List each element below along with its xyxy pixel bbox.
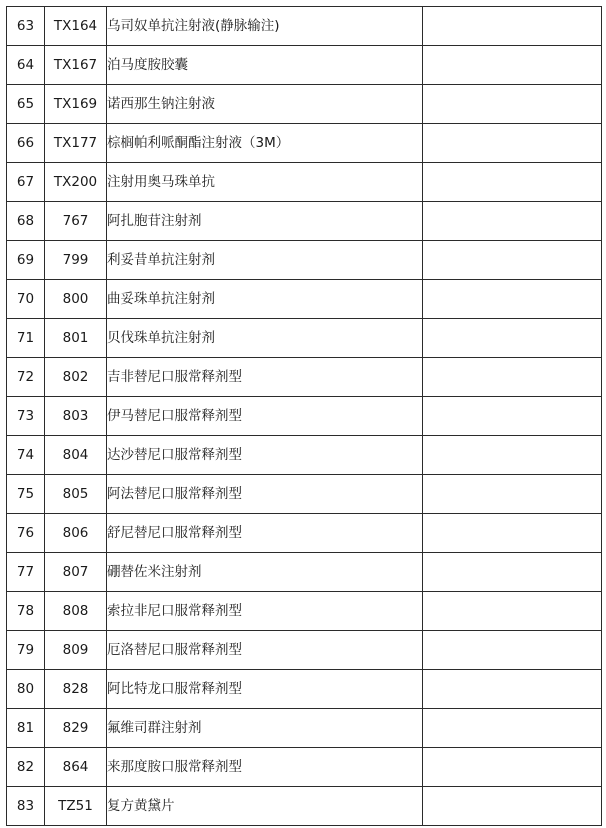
row-index-cell: 67 <box>7 163 45 202</box>
table-row <box>7 514 602 553</box>
drug-code-cell: TX164 <box>45 7 107 46</box>
drug-code-cell: 864 <box>45 748 107 787</box>
note-cell <box>423 202 602 241</box>
drug-code-cell: 802 <box>45 358 107 397</box>
note-cell <box>423 397 602 436</box>
note-cell <box>423 241 602 280</box>
note-cell <box>423 670 602 709</box>
drug-name-cell: 利妥昔单抗注射剂 <box>107 241 423 280</box>
row-index-cell: 79 <box>7 631 45 670</box>
table-body <box>7 7 602 826</box>
note-cell <box>423 787 602 826</box>
note-cell <box>423 85 602 124</box>
drug-code-cell: 799 <box>45 241 107 280</box>
drug-code-cell: 767 <box>45 202 107 241</box>
table-row <box>7 319 602 358</box>
table-row <box>7 163 602 202</box>
row-index-cell: 64 <box>7 46 45 85</box>
drug-name-cell: 吉非替尼口服常释剂型 <box>107 358 423 397</box>
row-index-cell: 63 <box>7 7 45 46</box>
row-index-cell: 71 <box>7 319 45 358</box>
table-row <box>7 85 602 124</box>
table-row <box>7 436 602 475</box>
table-row <box>7 709 602 748</box>
table-row <box>7 553 602 592</box>
table-row <box>7 46 602 85</box>
note-cell <box>423 553 602 592</box>
note-cell <box>423 514 602 553</box>
note-cell <box>423 709 602 748</box>
drug-list-table <box>6 6 602 826</box>
note-cell <box>423 592 602 631</box>
row-index-cell: 78 <box>7 592 45 631</box>
table-row <box>7 787 602 826</box>
note-cell <box>423 475 602 514</box>
row-index-cell: 74 <box>7 436 45 475</box>
drug-name-cell: 乌司奴单抗注射液(静脉输注) <box>107 7 423 46</box>
row-index-cell: 68 <box>7 202 45 241</box>
drug-name-cell: 棕榈帕利哌酮酯注射液（3M） <box>107 124 423 163</box>
drug-name-cell: 注射用奥马珠单抗 <box>107 163 423 202</box>
note-cell <box>423 280 602 319</box>
table-row <box>7 748 602 787</box>
table-row <box>7 670 602 709</box>
row-index-cell: 73 <box>7 397 45 436</box>
row-index-cell: 70 <box>7 280 45 319</box>
drug-name-cell: 厄洛替尼口服常释剂型 <box>107 631 423 670</box>
row-index-cell: 80 <box>7 670 45 709</box>
note-cell <box>423 163 602 202</box>
drug-name-cell: 阿比特龙口服常释剂型 <box>107 670 423 709</box>
table-row <box>7 397 602 436</box>
drug-name-cell: 泊马度胺胶囊 <box>107 46 423 85</box>
table-row <box>7 124 602 163</box>
drug-name-cell: 阿法替尼口服常释剂型 <box>107 475 423 514</box>
note-cell <box>423 436 602 475</box>
drug-code-cell: 807 <box>45 553 107 592</box>
drug-code-cell: 801 <box>45 319 107 358</box>
drug-code-cell: 808 <box>45 592 107 631</box>
drug-name-cell: 来那度胺口服常释剂型 <box>107 748 423 787</box>
drug-code-cell: 829 <box>45 709 107 748</box>
note-cell <box>423 7 602 46</box>
table-row <box>7 280 602 319</box>
drug-code-cell: 804 <box>45 436 107 475</box>
drug-code-cell: TX177 <box>45 124 107 163</box>
row-index-cell: 75 <box>7 475 45 514</box>
note-cell <box>423 358 602 397</box>
row-index-cell: 66 <box>7 124 45 163</box>
table-row <box>7 358 602 397</box>
row-index-cell: 76 <box>7 514 45 553</box>
drug-name-cell: 舒尼替尼口服常释剂型 <box>107 514 423 553</box>
table-row <box>7 592 602 631</box>
row-index-cell: 83 <box>7 787 45 826</box>
drug-code-cell: 806 <box>45 514 107 553</box>
drug-name-cell: 氟维司群注射剂 <box>107 709 423 748</box>
row-index-cell: 77 <box>7 553 45 592</box>
drug-name-cell: 诺西那生钠注射液 <box>107 85 423 124</box>
drug-code-cell: TZ51 <box>45 787 107 826</box>
drug-code-cell: 809 <box>45 631 107 670</box>
table-row <box>7 631 602 670</box>
drug-name-cell: 贝伐珠单抗注射剂 <box>107 319 423 358</box>
row-index-cell: 72 <box>7 358 45 397</box>
drug-name-cell: 曲妥珠单抗注射剂 <box>107 280 423 319</box>
table-row <box>7 241 602 280</box>
drug-name-cell: 索拉非尼口服常释剂型 <box>107 592 423 631</box>
drug-code-cell: 828 <box>45 670 107 709</box>
drug-name-cell: 阿扎胞苷注射剂 <box>107 202 423 241</box>
table-row <box>7 7 602 46</box>
table-row <box>7 202 602 241</box>
drug-code-cell: TX167 <box>45 46 107 85</box>
row-index-cell: 81 <box>7 709 45 748</box>
note-cell <box>423 46 602 85</box>
note-cell <box>423 631 602 670</box>
drug-name-cell: 硼替佐米注射剂 <box>107 553 423 592</box>
note-cell <box>423 124 602 163</box>
note-cell <box>423 748 602 787</box>
drug-code-cell: 805 <box>45 475 107 514</box>
table-row <box>7 475 602 514</box>
note-cell <box>423 319 602 358</box>
drug-name-cell: 达沙替尼口服常释剂型 <box>107 436 423 475</box>
row-index-cell: 65 <box>7 85 45 124</box>
row-index-cell: 82 <box>7 748 45 787</box>
drug-name-cell: 复方黄黛片 <box>107 787 423 826</box>
drug-code-cell: TX200 <box>45 163 107 202</box>
drug-code-cell: TX169 <box>45 85 107 124</box>
row-index-cell: 69 <box>7 241 45 280</box>
drug-code-cell: 800 <box>45 280 107 319</box>
drug-name-cell: 伊马替尼口服常释剂型 <box>107 397 423 436</box>
drug-code-cell: 803 <box>45 397 107 436</box>
